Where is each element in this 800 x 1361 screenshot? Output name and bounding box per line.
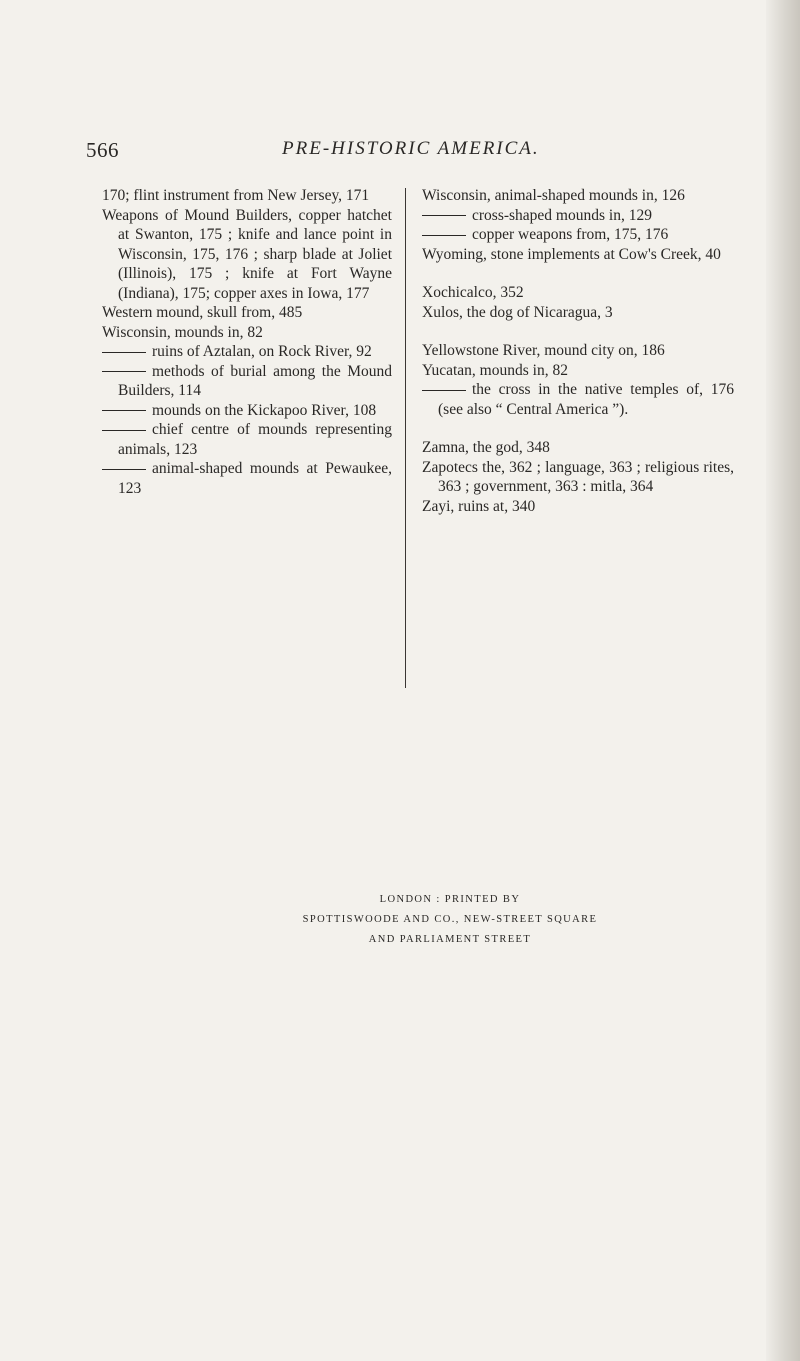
- index-entry: [422, 186, 734, 206]
- ditto-dash: [102, 410, 146, 411]
- index-entry-text: animal-shaped mounds at Pewaukee, 123: [118, 460, 392, 497]
- ditto-dash: [102, 371, 146, 372]
- page-edge-shadow: [766, 0, 800, 1361]
- index-entry: [102, 186, 392, 206]
- index-entry-text: cross-shaped mounds in, 129: [472, 206, 652, 224]
- index-entry-text: Zayi, ruins at, 340: [422, 497, 536, 515]
- index-entry-text: Weapons of Mound Builders, copper hatchet at Swanton, 175 ; knife and lance point in Wisconsin, 175, 176 ; sharp blade at Joliet (Illinois), 175 ; knife at Fort Wayne (Indiana), 175; copper axes in Iowa, 177: [102, 206, 392, 302]
- index-entry-text: copper weapons from, 175, 176: [472, 226, 669, 243]
- index-entry-text: Wisconsin, animal-shaped mounds in, 126: [422, 187, 685, 204]
- index-entry: [422, 225, 734, 245]
- ditto-dash: [422, 390, 466, 391]
- page-header: [86, 138, 726, 168]
- index-entry-text: ruins of Aztalan, on Rock River, 92: [152, 343, 372, 360]
- ditto-dash: [102, 352, 146, 353]
- running-title: PRE-HISTORIC AMERICA.: [282, 138, 540, 159]
- index-entry: [422, 380, 734, 419]
- index-entry: [102, 459, 392, 498]
- index-entry-text: 170; flint instrument from New Jersey, 171: [102, 187, 370, 204]
- index-entry-text: methods of burial among the Mound Builders, 114: [118, 362, 392, 399]
- index-entry: [102, 303, 392, 323]
- index-column-right: [422, 186, 734, 516]
- index-entry: [102, 206, 392, 304]
- index-entry-text: chief centre of mounds representing animals, 123: [118, 421, 392, 458]
- index-entry: [422, 283, 734, 303]
- index-entry: [422, 341, 734, 361]
- ditto-dash: [102, 430, 146, 431]
- imprint-line: AND PARLIAMENT STREET: [368, 934, 532, 945]
- index-entry-text: mounds on the Kickapoo River, 108: [152, 401, 377, 419]
- index-entry-text: Wyoming, stone implements at Cow's Creek, 40: [422, 245, 721, 263]
- index-entry: [422, 361, 734, 381]
- index-entry: [102, 362, 392, 401]
- index-column-left: [102, 186, 392, 498]
- index-entry-text: Wisconsin, mounds in, 82: [102, 323, 263, 341]
- index-entry: [422, 497, 734, 517]
- imprint-line: LONDON : PRINTED BY: [379, 894, 521, 905]
- index-entry-text: Yucatan, mounds in, 82: [422, 361, 568, 379]
- index-entry: [102, 323, 392, 343]
- index-entry-text: Western mound, skull from, 485: [102, 304, 303, 321]
- printer-imprint: [250, 890, 650, 950]
- page-number: 566: [86, 138, 119, 162]
- index-entry: [102, 342, 392, 362]
- index-entry: [422, 303, 734, 323]
- index-entry: [422, 206, 734, 226]
- index-entry-text: Zapotecs the, 362 ; language, 363 ; religious rites, 363 ; government, 363 : mitla, 364: [422, 458, 734, 495]
- index-entry-text: Zamna, the god, 348: [422, 439, 550, 456]
- imprint-line: SPOTTISWOODE AND CO., NEW-STREET SQUARE: [302, 914, 598, 925]
- ditto-dash: [422, 215, 466, 216]
- index-entry-text: Xulos, the dog of Nicaragua, 3: [422, 303, 613, 321]
- index-entry-text: Yellowstone River, mound city on, 186: [422, 342, 665, 359]
- index-entry: [422, 458, 734, 497]
- ditto-dash: [422, 235, 466, 236]
- index-entry: [102, 420, 392, 459]
- column-divider: [405, 188, 406, 688]
- index-entry-text: the cross in the native temples of, 176 (see also “ Central America ”).: [438, 381, 734, 418]
- index-entry-text: Xochicalco, 352: [422, 284, 524, 301]
- index-entry: [422, 245, 734, 265]
- index-entry: [422, 438, 734, 458]
- index-entry: [102, 401, 392, 421]
- ditto-dash: [102, 469, 146, 470]
